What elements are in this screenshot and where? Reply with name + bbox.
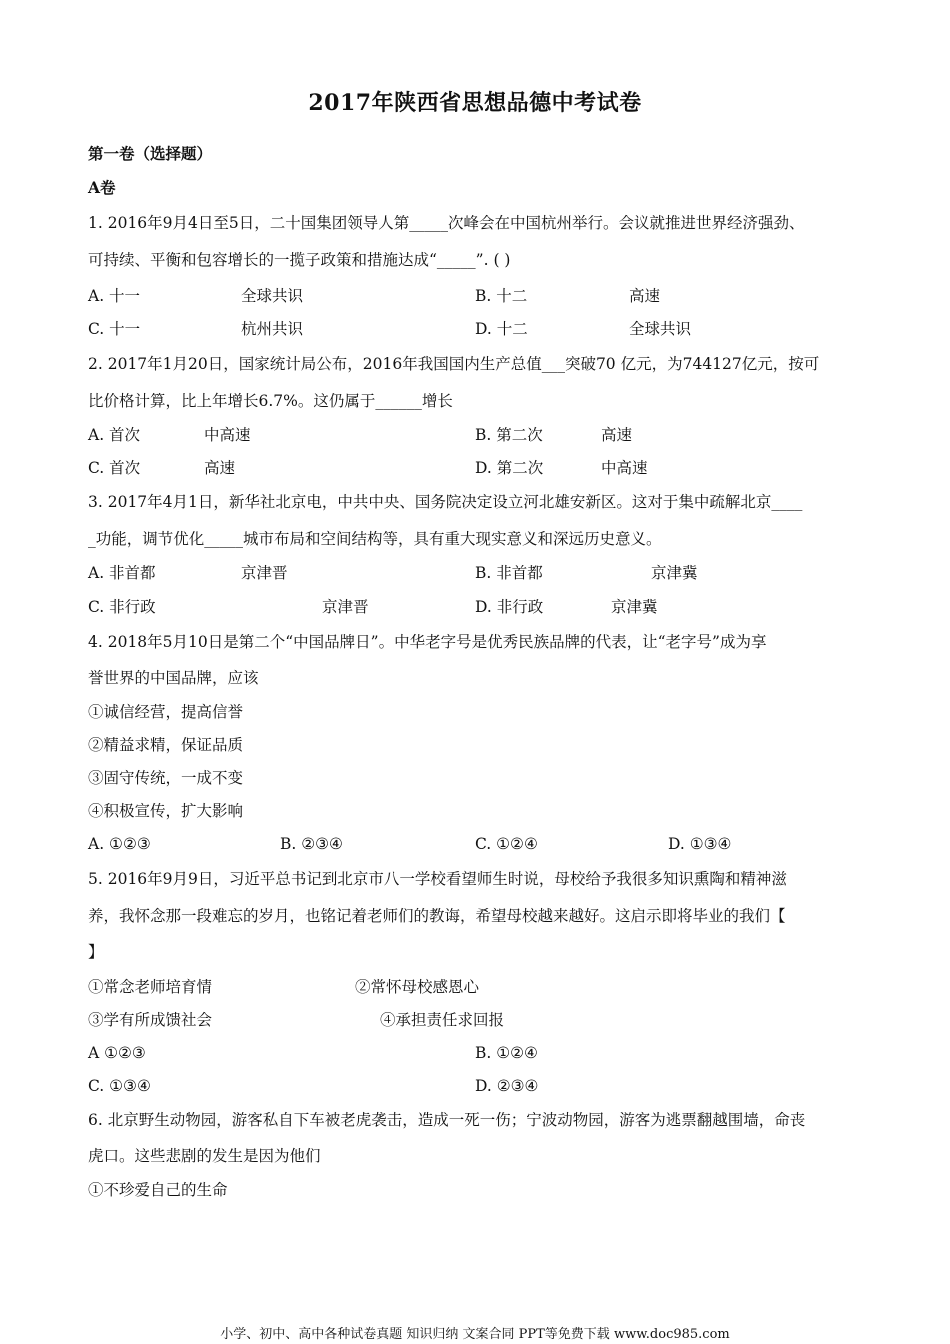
q1-option-a-text: 全球共识 <box>241 287 304 305</box>
page-footer: 小学、初中、高中各种试卷真题 知识归纳 文案合同 PPT等免费下载 www.doc985.com <box>220 1327 730 1342</box>
q5-statement-4: ④承担责任求回报 <box>380 1011 505 1029</box>
q2-option-b: B. 第二次 <box>475 426 543 444</box>
subsection-heading: A卷 <box>88 178 116 197</box>
q5-stem-line3: 】 <box>88 943 104 961</box>
q6-stem-line1: 6. 北京野生动物园，游客私自下车被老虎袭击，造成一死一伤；宁波动物园，游客为逃票翻越围墙，命丧 <box>88 1111 806 1129</box>
q5-option-c: C. ①③④ <box>88 1077 151 1095</box>
q2-option-b-text: 高速 <box>601 426 633 444</box>
q1-option-a: A. 十一 <box>88 287 141 305</box>
q2-option-a-text: 中高速 <box>204 426 251 444</box>
q3-option-b: B. 非首都 <box>475 564 543 582</box>
q4-stem-line1: 4. 2018年5月10日是第二个“中国品牌日”。中华老字号是优秀民族品牌的代表，让“老字号”成为享 <box>88 633 767 651</box>
q2-option-d-text: 中高速 <box>601 459 648 477</box>
q1-stem-line1: 1. 2016年9月4日至5日，二十国集团领导人第_____次峰会在中国杭州举行。会议就推进世界经济强劲、 <box>88 214 805 232</box>
q2-option-c: C. 首次 <box>88 459 141 477</box>
q1-option-c-text: 杭州共识 <box>241 320 304 338</box>
q5-statement-3: ③学有所成馈社会 <box>88 1011 213 1029</box>
q3-stem-line2: _功能，调节优化_____城市布局和空间结构等，具有重大现实意义和深远历史意义。 <box>88 530 662 548</box>
q1-option-b-text: 高速 <box>629 287 661 305</box>
q4-statement-2: ②精益求精，保证品质 <box>88 736 244 754</box>
section-heading: 第一卷（选择题） <box>88 144 213 163</box>
q2-option-a: A. 首次 <box>88 426 141 444</box>
q6-stem-line2: 虎口。这些悲剧的发生是因为他们 <box>88 1147 321 1165</box>
q5-option-a: A ①②③ <box>88 1044 146 1062</box>
q5-statement-1: ①常念老师培育情 <box>88 978 213 996</box>
q1-option-b: B. 十二 <box>475 287 528 305</box>
q3-option-a: A. 非首都 <box>88 564 156 582</box>
q4-option-d: D. ①③④ <box>668 835 732 853</box>
q2-stem-line2: 比价格计算，比上年增长6.7%。这仍属于______增长 <box>88 392 453 410</box>
q4-stem-line2: 誉世界的中国品牌，应该 <box>88 669 259 687</box>
q1-option-c: C. 十一 <box>88 320 141 338</box>
q6-statement-1: ①不珍爱自己的生命 <box>88 1181 228 1199</box>
q1-option-d-text: 全球共识 <box>629 320 692 338</box>
q1-option-d: D. 十二 <box>475 320 528 338</box>
q5-statement-2: ②常怀母校感恩心 <box>355 978 480 996</box>
q3-stem-line1: 3. 2017年4月1日，新华社北京电，中共中央、国务院决定设立河北雄安新区。这对于集中疏解北京____ <box>88 493 803 511</box>
q5-option-d: D. ②③④ <box>475 1077 539 1095</box>
q4-option-c: C. ①②④ <box>475 835 538 853</box>
q3-option-c: C. 非行政 <box>88 598 156 616</box>
q4-statement-1: ①诚信经营，提高信誉 <box>88 703 244 721</box>
q4-option-b: B. ②③④ <box>280 835 343 853</box>
page-title: 2017年陕西省思想品德中考试卷 <box>308 90 642 116</box>
q3-option-d-text: 京津冀 <box>611 598 658 616</box>
q3-option-a-text: 京津晋 <box>241 564 288 582</box>
q1-stem-line2: 可持续、平衡和包容增长的一揽子政策和措施达成“_____”. ( ) <box>88 251 511 269</box>
q5-option-b: B. ①②④ <box>475 1044 538 1062</box>
q4-option-a: A. ①②③ <box>88 835 151 853</box>
q3-option-c-text: 京津晋 <box>322 598 369 616</box>
q5-stem-line2: 养，我怀念那一段难忘的岁月，也铭记着老师们的教诲，希望母校越来越好。这启示即将毕业的我们【 <box>88 907 786 925</box>
q4-statement-4: ④积极宣传，扩大影响 <box>88 802 244 820</box>
q4-statement-3: ③固守传统，一成不变 <box>88 769 244 787</box>
q5-stem-line1: 5. 2016年9月9日，习近平总书记到北京市八一学校看望师生时说，母校给予我很多知识熏陶和精神滋 <box>88 870 787 888</box>
q3-option-b-text: 京津冀 <box>651 564 698 582</box>
q2-stem-line1: 2. 2017年1月20日，国家统计局公布，2016年我国国内生产总值___突破70 亿元，为744127亿元，按可 <box>88 355 820 373</box>
q2-option-c-text: 高速 <box>204 459 236 477</box>
q2-option-d: D. 第二次 <box>475 459 544 477</box>
q3-option-d: D. 非行政 <box>475 598 544 616</box>
